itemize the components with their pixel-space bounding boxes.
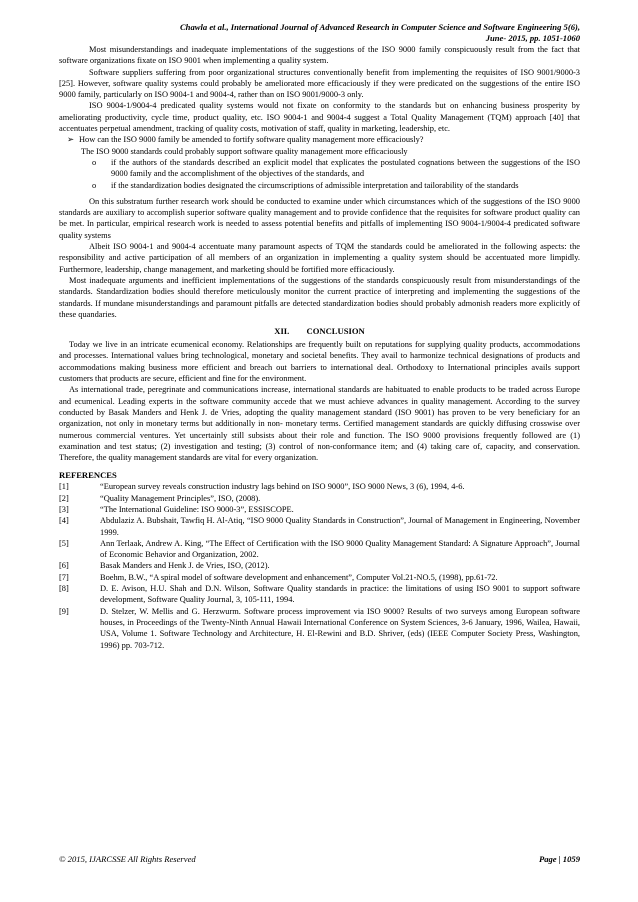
paragraph: Software suppliers suffering from poor organizational structures conventionally benefit from implementing the requisites of ISO 9001/9000-3 [25]. However, software quality systems could probably be ameliorated more efficaciously if they were predicated on the suggestions of the entire ISO 9000 family, particularly on ISO 9004-1 and 9004-4, rather than on ISO 9001/9000-3 only. [59, 67, 580, 100]
sub-list-item-text: if the authors of the standards described an explicit model that explicates the postulated cognations between the suggestions of the ISO 9000 family and the accomplishment of the objectives of the standards, and [111, 157, 580, 179]
reference-text: “European survey reveals construction industry lags behind on ISO 9000”, ISO 9000 News, 3 (6), 1994, 4-6. [100, 482, 465, 492]
running-header-line2: June- 2015, pp. 1051-1060 [485, 33, 580, 43]
reference-number: [8] [59, 584, 69, 594]
reference-item [59, 560, 580, 571]
reference-item [59, 538, 580, 561]
reference-item [59, 504, 580, 515]
reference-text: Ann Terlaak, Andrew A. King, “The Effect of Certification with the ISO 9000 Quality Management Standard: A Signature Approach”, Journal of Economic Behavior and Organization, 2002. [100, 538, 580, 560]
references-list [59, 481, 580, 650]
paragraph: Today we live in an intricate ecumenical economy. Relationships are frequently built on reputations for supplying quality products, accommodations and processes. International values bring technological, monetary and societal benefits. They avail to harmonize technical designations of products and accommodations making business more efficient and breach out barriers to international deal. Orthodoxy to International principles avails support customers that products are secure, efficient and fine for the environment. [59, 340, 580, 384]
running-header-line1: Chawla et al., International Journal of Advanced Research in Computer Science and Software Engineering 5(6), [179, 22, 580, 32]
reference-number: [4] [59, 516, 69, 526]
section-title: CONCLUSION [306, 326, 365, 337]
paragraph: ISO 9004-1/9004-4 predicated quality systems would not fixate on conformity to the standards but on enhancing business prosperity by ameliorating productivity, cycle time, product quality, etc. ISO 9004-1 and 9004-4 suggest a Total Quality Management (TQM) approach [40] that accentuates perpetual amendment, tracking of quality costs, motivation of staff, quality in marketing, leadership, etc. [59, 101, 580, 134]
paragraph: On this substratum further research work should be conducted to examine under which circumstances which of the suggestions of the ISO 9000 standards are auxiliary to accomplish superior software quality management and to provide confidence that the requisites for software product quality can be met. In particular, empirical research work is needed to assess potential benefits and pitfalls of implementing ISO 9004-1/9004-4 predicated software quality systems [59, 196, 580, 240]
reference-item [59, 606, 580, 651]
reference-item [59, 515, 580, 538]
arrow-bullet-icon: ➢ [67, 135, 75, 145]
reference-text: D. E. Avison, H.U. Shah and D.N. Wilson, Software Quality standards in practice: the limitations of using ISO 9001 to support software development, Software Quality Journal, 3, 105-111, 1994. [100, 584, 580, 605]
reference-number: [7] [59, 572, 69, 582]
circle-bullet-icon: o [92, 180, 97, 190]
sub-list-item-text: if the standardization bodies designated the circumscriptions of admissible interpretation and tailorability of the standards [111, 180, 519, 190]
paragraph: Most inadequate arguments and inefficient implementations of the suggestions of the standards conspicuously result from misunderstandings of the standards. Standardization bodies should therefore meticulously monitor the current practice of interpreting and implementing the suggestions of the standards. If mundane misunderstandings and paramount pitfalls are detected standardization bodies should probably admonish readers more explicitly of these quandaries. [59, 275, 580, 319]
standards-line: The ISO 9000 standards could probably support software quality management more efficaciously [81, 146, 408, 156]
reference-text: Basak Manders and Henk J. de Vries, ISO, (2012). [100, 561, 270, 571]
reference-number: [3] [59, 504, 69, 514]
reference-text: “The International Guideline: ISO 9000-3”, ESSISCOPE. [100, 504, 294, 514]
paragraph: Albeit ISO 9004-1 and 9004-4 accentuate many paramount aspects of TQM the standards could be ameliorated in the following aspects: the responsibility and active participation of all members of an organization in implementing a quality system should be accentuated more limpidly. Furthermore, leadership, change management, and marketing should be fortified more efficaciously. [59, 242, 580, 274]
reference-text: D. Stelzer, W. Mellis and G. Herzwurm. Software process improvement via ISO 9000? Results of two surveys among European software houses, in Proceedings of the Twenty-Ninth Annual Hawaii International Conference on System Sciences, 3-6 January, 1996, Wailea, Hawaii, USA, Volume 1. Software Technology and Architecture, H. El-Rewini and B.D. Shriver, (eds) (IEEE Computer Society Press, Washington, 1996) pp. 703-712. [100, 606, 580, 650]
question-bullet [59, 134, 580, 145]
copyright: © 2015, IJARCSSE All Rights Reserved [59, 854, 196, 864]
page-number: Page | 1059 [538, 854, 580, 864]
reference-text: Abdulaziz A. Bubshait, Tawfiq H. Al-Atiq, “ISO 9000 Quality Standards in Construction”, Journal of Management in Engineering, November 1999. [100, 516, 580, 537]
reference-item [59, 481, 580, 492]
references-heading: REFERENCES [59, 470, 117, 481]
reference-number: [9] [59, 606, 69, 616]
circle-bullet-icon: o [92, 157, 97, 167]
reference-item [59, 493, 580, 504]
page-footer [59, 854, 580, 864]
reference-text: “Quality Management Principles”, ISO, (2008). [100, 493, 261, 503]
sub-list-item [59, 157, 580, 180]
reference-number: [1] [59, 482, 69, 492]
reference-item [59, 572, 580, 583]
section-number: XII. [274, 326, 290, 337]
reference-number: [6] [59, 561, 69, 571]
paragraph: Most misunderstandings and inadequate implementations of the suggestions of the ISO 9000 family conspicuously result from the fact that software organizations fixate on ISO 9001 when implementing a quality system. [59, 45, 580, 66]
reference-number: [5] [59, 538, 69, 548]
reference-text: Boehm, B.W., “A spiral model of software development and enhancement”, Computer Vol.21-NO.5, (1998), pp.61-72. [100, 572, 498, 582]
reference-item [59, 583, 580, 606]
page-body [59, 22, 580, 651]
section-heading [59, 326, 580, 337]
paragraph: As international trade, peregrinate and communications increase, international standards are habituated to enable products to be traded across Europe and ecumenical. Leading experts in the software community accede that we must achieve advances in quality management. According to the survey conducted by Basak Manders and Henk J. de Vries, adopting the quality management standard (ISO 9001) has proven to be very beneficiary for an organization, not only in monetary terms but additionally in non- monetary terms. Certified management standards are quickly diffusing crosswise over numerous commercial ventures. Yet uncertainly still subsists about their role and function. The ISO 9000 provisions frequently followed are (1) examination and test status; (2) investigation and testing; (3) control of non-conformance item; and (4) taking care of, capacity, and conservation. Therefore, the quality management standards are vital for every organization. [59, 385, 580, 463]
sub-list-item [59, 180, 580, 191]
reference-number: [2] [59, 493, 69, 503]
question-text: How can the ISO 9000 family be amended to fortify software quality management more efficaciously? [79, 135, 424, 145]
